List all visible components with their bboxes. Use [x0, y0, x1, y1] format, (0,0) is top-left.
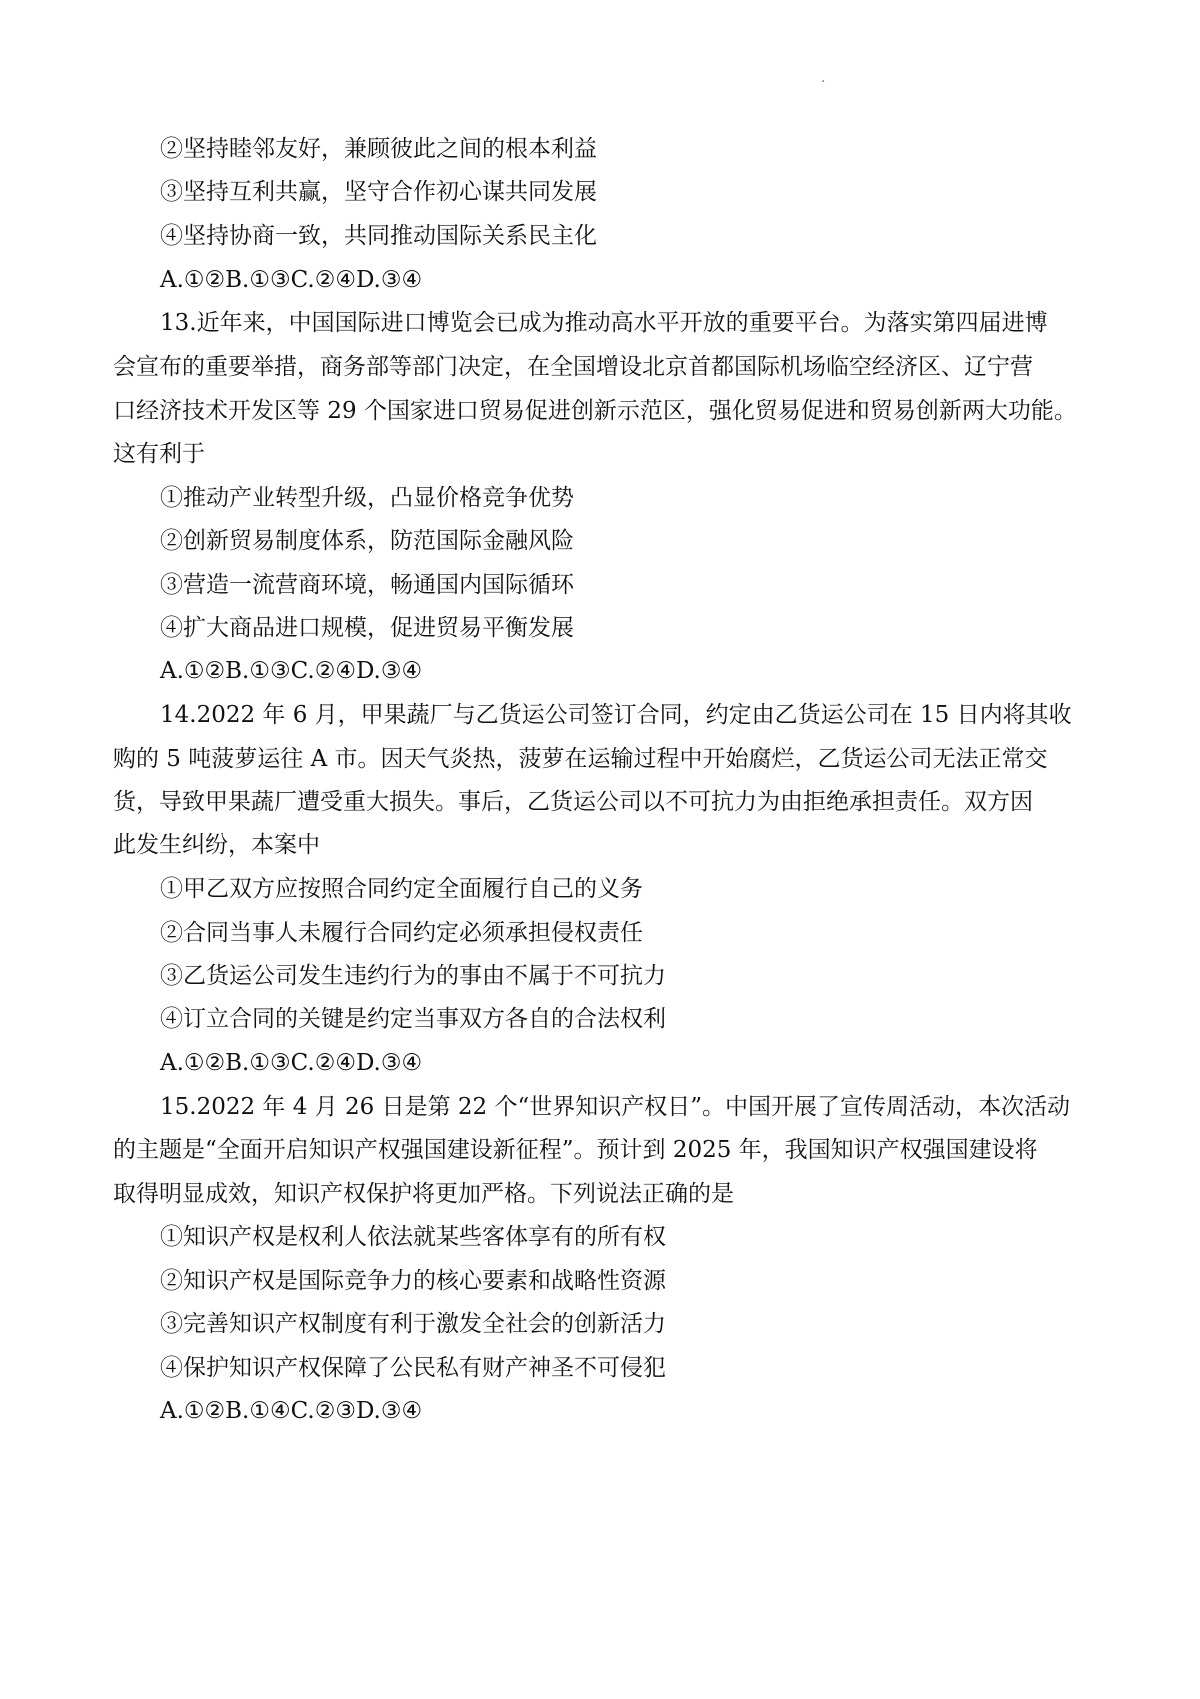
q13-option-4: ④扩大商品进口规模，促进贸易平衡发展	[160, 615, 574, 641]
q13-stem-line-2: 会宣布的重要举措，商务部等部门决定，在全国增设北京首都国际机场临空经济区、辽宁营	[113, 354, 1033, 380]
q13-option-2: ②创新贸易制度体系，防范国际金融风险	[160, 528, 574, 554]
q14-option-4: ④订立合同的关键是约定当事双方各自的合法权利	[160, 1006, 666, 1032]
q14-stem-line-4: 此发生纠纷，本案中	[113, 832, 320, 858]
q13-option-1: ①推动产业转型升级，凸显价格竞争优势	[160, 485, 574, 511]
q13-answer-choices: A.①②B.①③C.②④D.③④	[160, 658, 423, 684]
q15-stem-line-3: 取得明显成效，知识产权保护将更加严格。下列说法正确的是	[113, 1181, 734, 1207]
q15-option-4: ④保护知识产权保障了公民私有财产神圣不可侵犯	[160, 1355, 666, 1381]
q12-option-3: ③坚持互利共赢，坚守合作初心谋共同发展	[160, 179, 597, 205]
q13-stem-line-3: 口经济技术开发区等 29 个国家进口贸易促进创新示范区，强化贸易促进和贸易创新两大功能。	[113, 398, 1077, 424]
q15-option-3: ③完善知识产权制度有利于激发全社会的创新活力	[160, 1311, 666, 1337]
q14-stem-line-3: 货，导致甲果蔬厂遭受重大损失。事后，乙货运公司以不可抗力为由拒绝承担责任。双方因	[113, 789, 1033, 815]
q14-option-1: ①甲乙双方应按照合同约定全面履行自己的义务	[160, 876, 643, 902]
q15-option-1: ①知识产权是权利人依法就某些客体享有的所有权	[160, 1224, 666, 1250]
q13-stem-line-1: 13.近年来，中国国际进口博览会已成为推动高水平开放的重要平台。为落实第四届进博	[160, 310, 1048, 336]
q13-option-3: ③营造一流营商环境，畅通国内国际循环	[160, 572, 574, 598]
q14-stem-line-1: 14.2022 年 6 月，甲果蔬厂与乙货运公司签订合同，约定由乙货运公司在 15 日内将其收	[160, 702, 1072, 728]
q12-answer-choices: A.①②B.①③C.②④D.③④	[160, 267, 423, 293]
q14-option-3: ③乙货运公司发生违约行为的事由不属于不可抗力	[160, 963, 666, 989]
q15-stem-line-1: 15.2022 年 4 月 26 日是第 22 个“世界知识产权日”。中国开展了宣传周活动，本次活动	[160, 1094, 1070, 1120]
q13-stem-line-4: 这有利于	[113, 441, 205, 467]
q14-option-2: ②合同当事人未履行合同约定必须承担侵权责任	[160, 920, 643, 946]
q15-option-2: ②知识产权是国际竞争力的核心要素和战略性资源	[160, 1268, 666, 1294]
page-mark: ·	[821, 74, 826, 90]
q15-stem-line-2: 的主题是“全面开启知识产权强国建设新征程”。预计到 2025 年，我国知识产权强国建设将	[113, 1137, 1038, 1163]
q14-stem-line-2: 购的 5 吨菠萝运往 A 市。因天气炎热，菠萝在运输过程中开始腐烂，乙货运公司无法正常交	[113, 746, 1048, 772]
q12-option-2: ②坚持睦邻友好，兼顾彼此之间的根本利益	[160, 136, 597, 162]
q14-answer-choices: A.①②B.①③C.②④D.③④	[160, 1050, 423, 1076]
q12-option-4: ④坚持协商一致，共同推动国际关系民主化	[160, 223, 597, 249]
q15-answer-choices: A.①②B.①④C.②③D.③④	[160, 1398, 423, 1424]
